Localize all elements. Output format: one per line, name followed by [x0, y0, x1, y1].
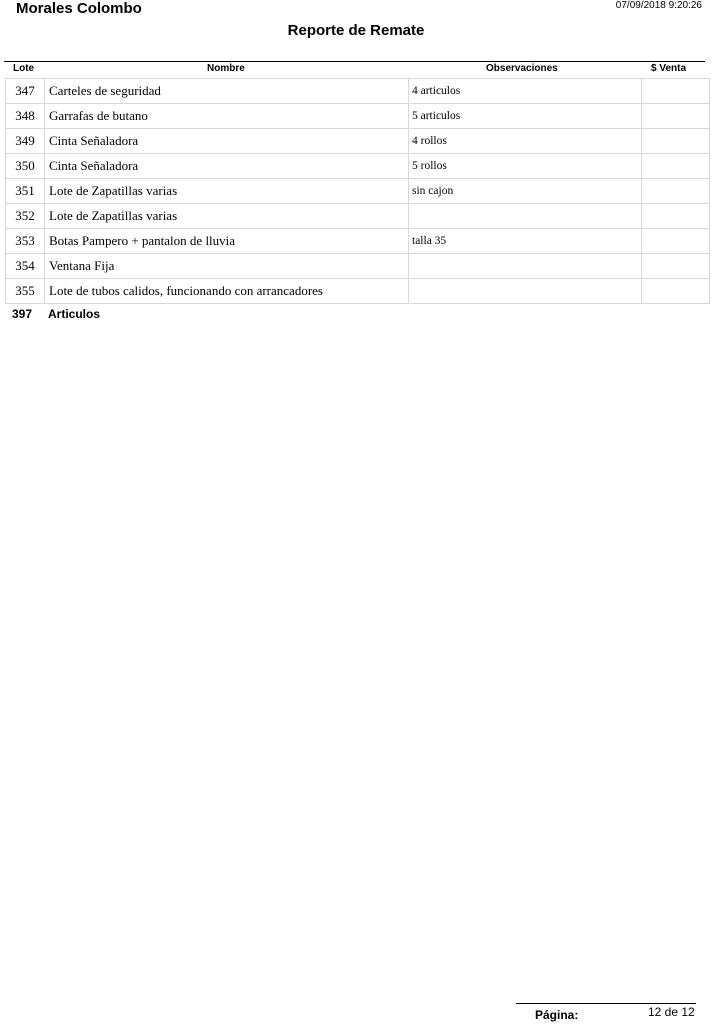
table-row: [6, 279, 710, 304]
lote-cell: 347: [6, 79, 45, 104]
lote-cell: 351: [6, 179, 45, 204]
nombre-cell: Botas Pampero + pantalon de lluvia: [45, 229, 409, 254]
total-count: 397: [12, 307, 33, 321]
lots-table: [5, 78, 710, 304]
venta-cell: [642, 179, 710, 204]
lote-cell: 349: [6, 129, 45, 154]
lote-cell: 353: [6, 229, 45, 254]
lote-cell: 355: [6, 279, 45, 304]
venta-cell: [642, 104, 710, 129]
total-label: Articulos: [48, 307, 101, 321]
table-row: [6, 154, 710, 179]
lote-cell: 352: [6, 204, 45, 229]
table-row: [6, 129, 710, 154]
venta-cell: [642, 129, 710, 154]
nombre-cell: Lote de Zapatillas varias: [45, 204, 409, 229]
column-header-nombre: Nombre: [207, 63, 245, 74]
nombre-cell: Carteles de seguridad: [45, 79, 409, 104]
observaciones-cell: [409, 254, 642, 279]
observaciones-cell: 5 rollos: [409, 154, 642, 179]
nombre-cell: Cinta Señaladora: [45, 154, 409, 179]
lote-cell: 348: [6, 104, 45, 129]
table-row: [6, 204, 710, 229]
venta-cell: [642, 154, 710, 179]
table-row: [6, 254, 710, 279]
observaciones-cell: 4 articulos: [409, 79, 642, 104]
table-row: [6, 79, 710, 104]
table-row: [6, 104, 710, 129]
venta-cell: [642, 204, 710, 229]
report-title: Reporte de Remate: [287, 22, 425, 39]
lote-cell: 350: [6, 154, 45, 179]
observaciones-cell: sin cajon: [409, 179, 642, 204]
venta-cell: [642, 229, 710, 254]
column-header-observaciones: Observaciones: [486, 63, 558, 74]
venta-cell: [642, 79, 710, 104]
observaciones-cell: 4 rollos: [409, 129, 642, 154]
nombre-cell: Garrafas de butano: [45, 104, 409, 129]
page-label: Página:: [535, 1008, 579, 1022]
venta-cell: [642, 254, 710, 279]
report-datetime: 07/09/2018 9:20:26: [615, 0, 702, 11]
nombre-cell: Cinta Señaladora: [45, 129, 409, 154]
lote-cell: 354: [6, 254, 45, 279]
nombre-cell: Ventana Fija: [45, 254, 409, 279]
company-name: Morales Colombo: [16, 0, 142, 17]
nombre-cell: Lote de Zapatillas varias: [45, 179, 409, 204]
table-row: [6, 229, 710, 254]
observaciones-cell: talla 35: [409, 229, 642, 254]
venta-cell: [642, 279, 710, 304]
nombre-cell: Lote de tubos calidos, funcionando con arrancadores: [45, 279, 409, 304]
page-number: 12 de 12: [648, 1005, 695, 1019]
footer-divider: [516, 1003, 696, 1004]
column-header-venta: $ Venta: [651, 63, 687, 74]
observaciones-cell: [409, 204, 642, 229]
observaciones-cell: 5 articulos: [409, 104, 642, 129]
table-row: [6, 179, 710, 204]
header-divider: [4, 61, 705, 62]
observaciones-cell: [409, 279, 642, 304]
column-header-lote: Lote: [13, 63, 35, 74]
